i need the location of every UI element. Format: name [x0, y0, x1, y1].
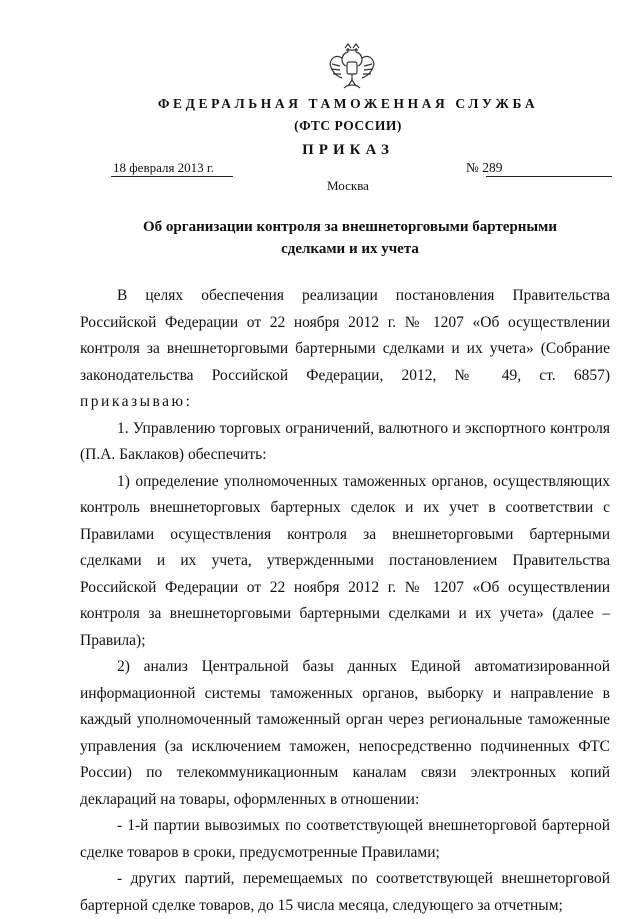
preamble-text: В целях обеспечения реализации постановления Правительства Российской Федерации от 22 ноября 2012 г. № 1207 «Об осуществлении контроля за внешнеторговыми бартерными сделками и их учета» (Собрание законодательства Российской Федерации, 2012, № 49, ст. 6857): [80, 287, 610, 384]
document-body: [80, 283, 610, 919]
coat-of-arms-emblem: [328, 42, 376, 92]
order-word: приказываю:: [80, 393, 193, 410]
item-1-1: 1) определение уполномоченных таможенных органов, осуществляющих контроль внешнеторговых бартерных сделок и их учет в соответствии с Правилами осуществления контроля за внешнеторговыми бартерными сделками и их учета, утвержденными постановлением Правительства Российской Федерации от 22 ноября 2012 г. № 1207 «Об осуществлении контроля за внешнеторговыми бартерными сделками и их учета» (далее – Правила);: [80, 472, 610, 649]
issue-city: Москва: [327, 178, 369, 193]
number-underline: [486, 176, 612, 177]
document-type: ПРИКАЗ: [302, 142, 394, 158]
bullet-first-shipment: - 1-й партии вывозимых по соответствующей внешнеторговой бартерной сделке товаров в сроки, предусмотренные Правилами;: [80, 817, 610, 861]
item-1-2: 2) анализ Центральной базы данных Единой автоматизированной информационной системы таможенных органов, выборку и направление в каждый уполномоченный таможенный орган через региональные таможенные управления (за исключением таможен, непосредственно подчиненных ФТС России) по телекоммуникационным каналам связи электронных копий деклараций на товары, оформленных в отношении:: [80, 658, 610, 808]
date-underline: [111, 176, 233, 177]
bullet-other-shipments: - других партий, перемещаемых по соответствующей внешнеторговой бартерной сделке товаров, до 15 числа месяца, следующего за отчетным;: [80, 870, 610, 914]
order-number: № 289: [466, 160, 503, 175]
preamble-paragraph: [80, 283, 610, 416]
item-1: 1. Управлению торговых ограничений, валютного и экспортного контроля (П.А. Баклаков) обеспечить:: [80, 419, 610, 463]
order-date: 18 февраля 2013 г.: [113, 160, 215, 175]
document-title: Об организации контроля за внешнеторговыми бартерными сделками и их учета: [143, 219, 557, 257]
agency-name: ФЕДЕРАЛЬНАЯ ТАМОЖЕННАЯ СЛУЖБА: [157, 96, 539, 111]
agency-abbreviation: (ФТС РОССИИ): [294, 118, 402, 133]
